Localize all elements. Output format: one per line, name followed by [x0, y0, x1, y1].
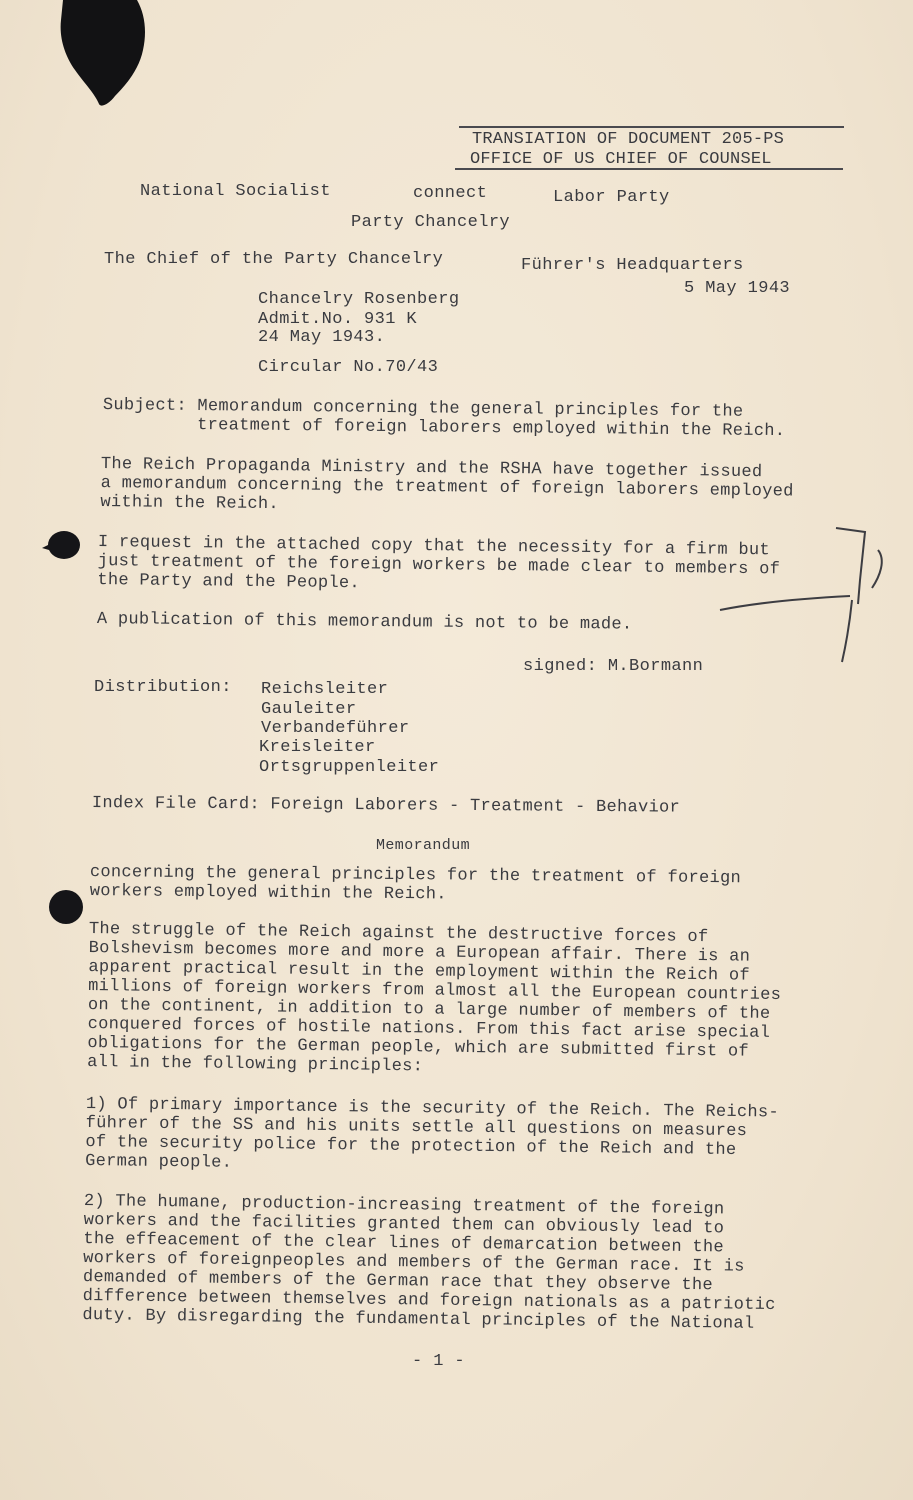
page-number: - 1 -	[412, 1352, 466, 1371]
punch-hole-mark-2	[44, 886, 89, 928]
office-line: OFFICE OF US CHIEF OF COUNSEL	[470, 150, 772, 169]
location: Führer's Headquarters	[521, 256, 744, 275]
admin-line-2: Admit.No. 931 K	[258, 310, 418, 329]
distribution-item: Reichsleiter	[261, 680, 389, 699]
signature: signed: M.Bormann	[523, 657, 704, 676]
party-name-left: National Socialist	[140, 182, 331, 201]
memo-paragraph-1: The struggle of the Reich against the destructive forces of Bolshevism becomes more and more a European affair. There is an apparent practical result in the employment within the Reich of millions of foreign workers from almost all the European countries on the continent, in addition to a large number of members of the conquered forces of hostile nations. From this fact arise special obligations for the German people, which are submitted first of all in the following principles:	[87, 920, 782, 1077]
distribution-item: Verbandeführer	[261, 719, 410, 738]
party-chancellery: Party Chancelry	[351, 213, 511, 232]
memo-subtitle: concerning the general principles for the treatment of foreign workers employed within the Reich.	[89, 863, 742, 905]
paragraph-1: The Reich Propaganda Ministry and the RSHA have together issued a memorandum concerning the treatment of foreign laborers employed within the Reich.	[100, 455, 794, 515]
distribution-item: Gauleiter	[261, 700, 357, 719]
paragraph-2: I request in the attached copy that the necessity for a firm but just treatment of the foreign workers be made clear to members of the Party and the People.	[97, 533, 781, 594]
index-file-card: Index File Card: Foreign Laborers - Treatment - Behavior	[91, 794, 681, 818]
party-name-mid: connect	[413, 184, 488, 203]
memo-title: Memorandum	[376, 837, 471, 854]
circular-number: Circular No.70/43	[258, 358, 439, 377]
chief-of-chancellery: The Chief of the Party Chancelry	[104, 250, 444, 269]
translation-line: TRANSIATION OF DOCUMENT 205-PS	[472, 130, 785, 149]
subject-line: Subject: Memorandum concerning the general principles for the treatment of foreign laborers employed within the Reich.	[102, 396, 786, 442]
paragraph-3: A publication of this memorandum is not to be made.	[96, 610, 633, 635]
punch-hole-mark-1	[40, 526, 85, 564]
letter-date: 5 May 1943	[684, 279, 791, 298]
ink-blot-top	[55, 0, 150, 110]
party-name-right: Labor Party	[553, 188, 670, 207]
distribution-item: Kreisleiter	[259, 738, 376, 757]
admin-line-1: Chancelry Rosenberg	[258, 290, 460, 309]
distribution-label: Distribution:	[94, 678, 232, 697]
distribution-item: Ortsgruppenleiter	[259, 758, 440, 777]
admin-line-3: 24 May 1943.	[258, 328, 386, 347]
memo-point-1: 1) Of primary importance is the security of the Reich. The Reichs- führer of the SS and his units settle all questions on measures of the security police for the protection of the Reich and the German people.	[85, 1095, 780, 1173]
memo-point-2: 2) The humane, production-increasing treatment of the foreign workers and the facilities granted them can obviously lead to the effeacement of the clear lines of demarcation between the workers of foreignpeoples and members of the German race. It is demanded of members of the German race that they observe the difference between themselves and foreign nationals as a patriotic duty. By disregarding the fundamental principles of the National	[82, 1192, 776, 1334]
margin-bracket-mark	[710, 520, 900, 670]
